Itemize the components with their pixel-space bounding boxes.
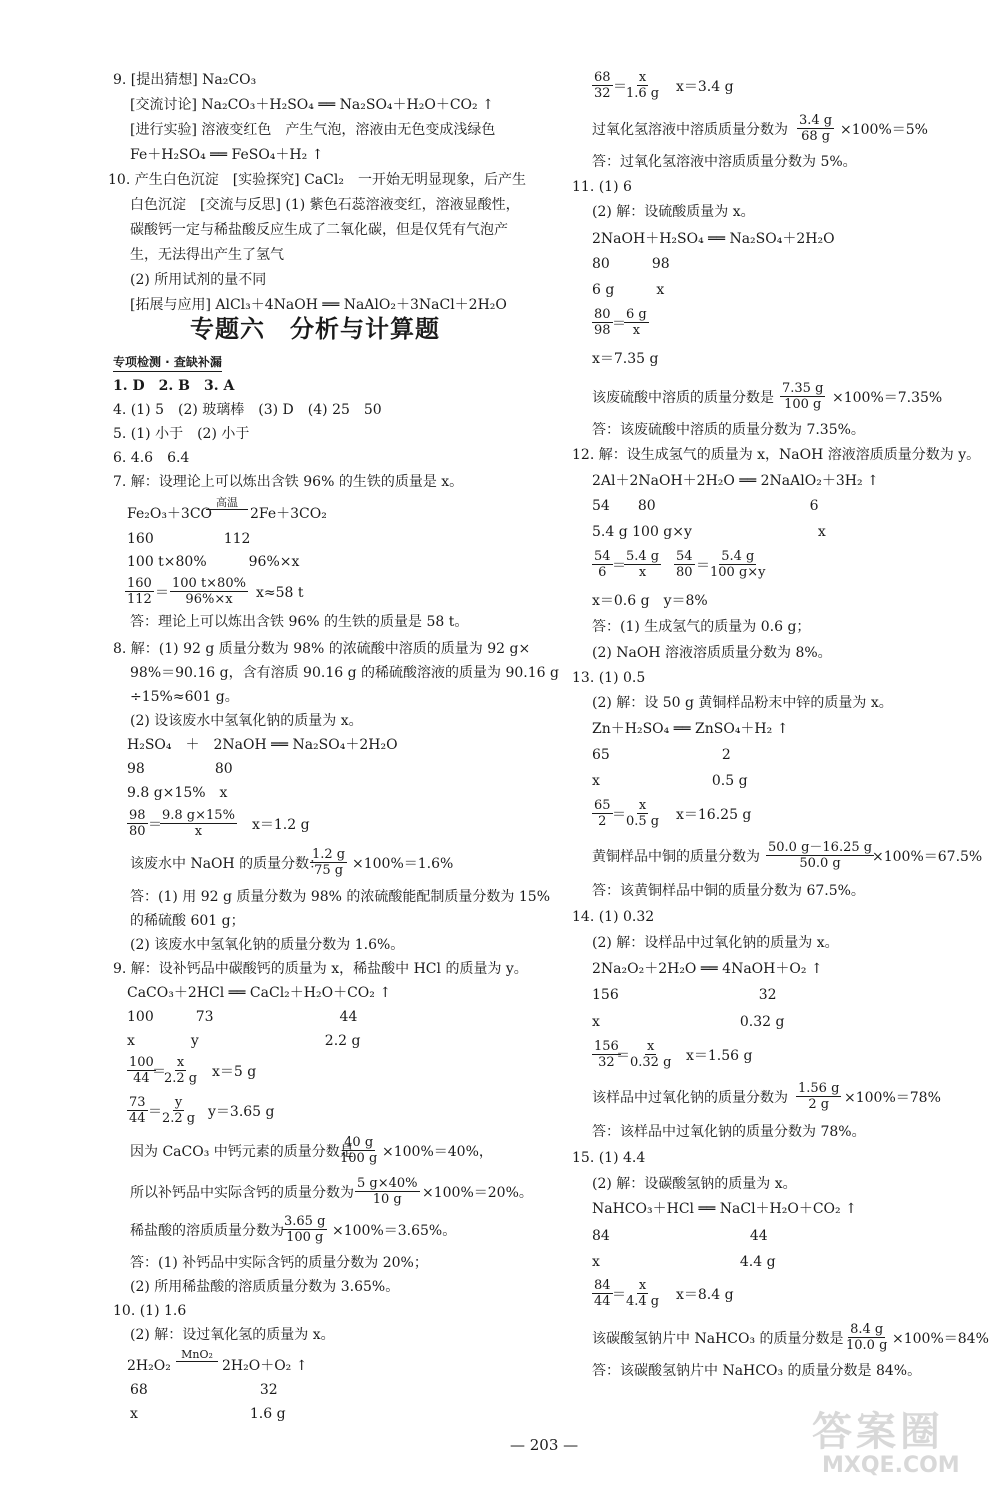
q12-result: x＝0.6 g y＝8% bbox=[592, 593, 708, 609]
q11-pct-pre: 该废硫酸中溶质的质量分数是 bbox=[592, 390, 774, 406]
q12-fraction-2a bbox=[674, 549, 695, 580]
q12-f1-num2: 5.4 g bbox=[626, 549, 660, 564]
q8-answer2: 的稀硫酸 601 g； bbox=[130, 913, 245, 929]
q15-fraction-b bbox=[624, 1278, 661, 1309]
answers-1-3: 1. D 2. B 3. A bbox=[113, 378, 235, 394]
q9b-fraction-2a bbox=[127, 1095, 148, 1126]
q12-f1-num: 54 bbox=[594, 549, 611, 564]
q12-f1-den2: x bbox=[638, 565, 647, 580]
q9b-real-post: ×100%＝20%。 bbox=[422, 1185, 533, 1201]
q14-line2: (2) 解：设样品中过氧化钠的质量为 x。 bbox=[592, 935, 839, 951]
q13-pct-den: 50.0 g bbox=[799, 856, 841, 871]
q8-line2: 98%＝90.16 g，含有溶质 90.16 g 的稀硫酸溶液的质量为 90.16 g bbox=[130, 665, 559, 681]
q7-ratio-row1: 160 112 bbox=[127, 531, 251, 547]
q11-f-num2: 6 g bbox=[626, 307, 647, 322]
q14-result: x＝1.56 g bbox=[686, 1048, 753, 1064]
q12-fraction-1b bbox=[624, 549, 661, 580]
q7-f1-den: 112 bbox=[127, 592, 152, 607]
q14-pct-post: ×100%＝78% bbox=[844, 1090, 941, 1106]
q9b-ca-pre: 因为 CaCO₃ 中钙元素的质量分数是 bbox=[130, 1144, 354, 1160]
q11-ratio-row1: 80 98 bbox=[592, 256, 670, 272]
q9b-f1-den2: 2.2 g bbox=[164, 1071, 198, 1086]
q14-answer: 答：该样品中过氧化钠的质量分数为 78%。 bbox=[592, 1124, 866, 1140]
q9b-hcl-post: ×100%＝3.65%。 bbox=[332, 1223, 457, 1239]
q12-f2-den: 80 bbox=[676, 565, 693, 580]
q9b-answer2: (2) 所用稀盐酸的溶质质量分数为 3.65%。 bbox=[130, 1279, 400, 1295]
q8-f1-den: 80 bbox=[129, 824, 146, 839]
q10c-f-num2: x bbox=[638, 70, 647, 85]
q15-pct-post: ×100%＝84% bbox=[892, 1331, 989, 1347]
q11-eq-sign: ＝ bbox=[612, 316, 626, 332]
q13-line2: (2) 解：设 50 g 黄铜样品粉末中锌的质量为 x。 bbox=[592, 695, 893, 711]
q8-result: x＝1.2 g bbox=[252, 817, 310, 833]
q12-fraction-2b bbox=[708, 549, 768, 580]
q13-f-num2: x bbox=[638, 798, 647, 813]
q10c-f-num: 68 bbox=[594, 70, 611, 85]
q7-eq-right: 2Fe＋3CO₂ bbox=[250, 506, 327, 522]
q14-line1: 14. (1) 0.32 bbox=[572, 909, 655, 925]
q14-f-num: 156 bbox=[594, 1039, 619, 1054]
q8-line3: ÷15%≈601 g。 bbox=[130, 689, 239, 705]
q9b-f2-den2: 2.2 g bbox=[162, 1111, 196, 1126]
q10-line6: [拓展与应用] AlCl₃＋4NaOH ══ NaAlO₂＋3NaCl＋2H₂O bbox=[130, 297, 507, 313]
page-number: — 203 — bbox=[510, 1436, 579, 1454]
q9b-ratio-row1: 100 73 44 bbox=[127, 1009, 358, 1025]
q12-setup: 12. 解：设生成氢气的质量为 x，NaOH 溶液溶质质量分数为 y。 bbox=[572, 447, 981, 463]
q13-fraction-b bbox=[624, 798, 661, 829]
q10b-line1: 10. (1) 1.6 bbox=[113, 1303, 187, 1319]
q14-ratio-row2: x 0.32 g bbox=[592, 1014, 785, 1030]
q13-f-den: 2 bbox=[598, 814, 607, 829]
q11-ratio-row2: 6 g x bbox=[592, 282, 665, 298]
q10b-ratio-row1: 68 32 bbox=[130, 1382, 278, 1398]
q8-f2-den: x bbox=[194, 824, 203, 839]
q13-equation: Zn＋H₂SO₄ ══ ZnSO₄＋H₂ ↑ bbox=[592, 721, 789, 737]
q13-line1: 13. (1) 0.5 bbox=[572, 670, 646, 686]
q15-pct-pre: 该碳酸氢钠片中 NaHCO₃ 的质量分数是 bbox=[592, 1331, 844, 1347]
q10c-pct-den: 68 g bbox=[801, 129, 831, 144]
q12-ratio-row2: 5.4 g 100 g×y x bbox=[592, 524, 826, 540]
q7-condition-text: 高温 bbox=[216, 496, 238, 509]
q10-line5: (2) 所用试剂的量不同 bbox=[130, 272, 267, 288]
q9b-real-num: 5 g×40% bbox=[357, 1176, 418, 1191]
q9-hypothesis: 9. [提出猜想] Na₂CO₃ bbox=[113, 72, 257, 88]
q7-ratio-row2: 100 t×80% 96%×x bbox=[127, 554, 300, 570]
q11-fraction-a bbox=[592, 307, 613, 338]
q11-f-den: 98 bbox=[594, 323, 611, 338]
q12-answer2: (2) NaOH 溶液溶质质量分数为 8%。 bbox=[592, 645, 832, 661]
q10c-f-den: 32 bbox=[594, 86, 611, 101]
q9b-f2-den: 44 bbox=[129, 1111, 146, 1126]
q10b-condition-bar bbox=[176, 1361, 218, 1362]
q10c-result: x＝3.4 g bbox=[676, 79, 734, 95]
q14-pct-num: 1.56 g bbox=[798, 1081, 840, 1096]
q9-experiment: [进行实验] 溶液变红色 产生气泡，溶液由无色变成浅绿色 bbox=[130, 122, 496, 138]
q12-f2-num2: 5.4 g bbox=[721, 549, 755, 564]
q8-pct-den: 75 g bbox=[314, 863, 344, 878]
q8-eq-sign: ＝ bbox=[148, 817, 162, 833]
q13-ratio-row1: 65 2 bbox=[592, 747, 731, 763]
q11-fraction-b bbox=[624, 307, 649, 338]
q10c-pct-num: 3.4 g bbox=[799, 113, 833, 128]
q10b-condition-text: MnO₂ bbox=[181, 1348, 213, 1361]
q15-answer: 答：该碳酸氢钠片中 NaHCO₃ 的质量分数是 84%。 bbox=[592, 1363, 922, 1379]
q15-pct-num: 8.4 g bbox=[850, 1322, 884, 1337]
q10c-fraction-b bbox=[624, 70, 661, 101]
q8-equation: H₂SO₄ ＋ 2NaOH ══ Na₂SO₄＋2H₂O bbox=[127, 737, 398, 753]
q8-pct-fraction bbox=[310, 847, 347, 878]
q13-ratio-row2: x 0.5 g bbox=[592, 773, 748, 789]
q15-line1: 15. (1) 4.4 bbox=[572, 1150, 646, 1166]
q11-line1: 11. (1) 6 bbox=[572, 179, 632, 195]
q14-eq-sign: ＝ bbox=[616, 1048, 630, 1064]
q13-pct-num: 50.0 g－16.25 g bbox=[768, 840, 873, 855]
q7-setup: 7. 解：设理论上可以炼出含铁 96% 的生铁的质量是 x。 bbox=[113, 474, 464, 490]
q7-f1-num: 160 bbox=[127, 576, 152, 591]
q8-pct-num: 1.2 g bbox=[312, 847, 346, 862]
q13-result: x＝16.25 g bbox=[676, 807, 752, 823]
watermark-logo bbox=[808, 1398, 998, 1493]
q11-pct-fraction bbox=[780, 381, 825, 412]
q12-ratio-row1: 54 80 6 bbox=[592, 498, 819, 514]
q8-line1: 8. 解：(1) 92 g 质量分数为 98% 的浓硫酸中溶质的质量为 92 g× bbox=[113, 641, 531, 657]
answer-4: 4. (1) 5 (2) 玻璃棒 (3) D (4) 25 50 bbox=[113, 402, 382, 418]
q9b-real-pre: 所以补钙品中实际含钙的质量分数为 bbox=[130, 1185, 354, 1201]
q13-f-num: 65 bbox=[594, 798, 611, 813]
q14-fraction-b bbox=[628, 1039, 673, 1070]
q11-pct-num: 7.35 g bbox=[782, 381, 824, 396]
q15-equation: NaHCO₃＋HCl ══ NaCl＋H₂O＋CO₂ ↑ bbox=[592, 1201, 857, 1217]
q10b-eq-left: 2H₂O₂ bbox=[127, 1358, 171, 1374]
q9b-fraction-2b bbox=[160, 1095, 197, 1126]
q9b-hcl-pre: 稀盐酸的溶质质量分数为 bbox=[130, 1223, 284, 1239]
q11-pct-post: ×100%＝7.35% bbox=[832, 390, 943, 406]
q9b-ca-den: 100 g bbox=[340, 1151, 378, 1166]
q11-pct-den: 100 g bbox=[784, 397, 822, 412]
q13-answer: 答：该黄铜样品中铜的质量分数为 67.5%。 bbox=[592, 883, 865, 899]
q7-f2-den: 96%×x bbox=[185, 592, 233, 607]
answer-6: 6. 4.6 6.4 bbox=[113, 450, 190, 466]
q15-f-den2: 4.4 g bbox=[626, 1294, 660, 1309]
q9b-result1: x＝5 g bbox=[212, 1064, 257, 1080]
q8-f1-num: 98 bbox=[129, 808, 146, 823]
q9b-eq-sign2: ＝ bbox=[148, 1104, 162, 1120]
q12-f2-num: 54 bbox=[676, 549, 693, 564]
q11-equation: 2NaOH＋H₂SO₄ ══ Na₂SO₄＋2H₂O bbox=[592, 231, 835, 247]
q13-eq-sign: ＝ bbox=[612, 807, 626, 823]
q11-f-num: 80 bbox=[594, 307, 611, 322]
q10c-pct-post: ×100%＝5% bbox=[840, 122, 928, 138]
q10c-pct-fraction bbox=[797, 113, 834, 144]
q9b-ca-num: 40 g bbox=[344, 1135, 374, 1150]
q15-fraction-a bbox=[592, 1278, 613, 1309]
q9b-f2-num: 73 bbox=[129, 1095, 146, 1110]
section-title: 专题六 分析与计算题 bbox=[190, 315, 440, 343]
q9b-f1-num: 100 bbox=[129, 1055, 154, 1070]
q7-condition-bar bbox=[206, 509, 248, 510]
q9b-eq-sign1: ＝ bbox=[152, 1064, 166, 1080]
q12-answer1: 答：(1) 生成氢气的质量为 0.6 g； bbox=[592, 619, 811, 635]
q14-f-num2: x bbox=[647, 1039, 655, 1054]
q14-f-den2: 0.32 g bbox=[630, 1055, 672, 1070]
q12-f1-den: 6 bbox=[598, 565, 607, 580]
q9b-ca-fraction bbox=[338, 1135, 379, 1166]
q11-line2: (2) 解：设硫酸质量为 x。 bbox=[592, 204, 755, 220]
q14-f-den: 32 bbox=[598, 1055, 615, 1070]
q10-line3: 碳酸钙一定与稀盐酸反应生成了二氧化碳，但是仅凭有气泡产 bbox=[130, 222, 508, 238]
q9b-real-den: 10 g bbox=[372, 1192, 402, 1207]
q10-line1: 10. 产生白色沉淀 [实验探究] CaCl₂ 一开始无明显现象，后产生 bbox=[108, 172, 526, 188]
q12-eq-sign1: ＝ bbox=[612, 558, 626, 574]
q9-discussion: [交流讨论] Na₂CO₃＋H₂SO₄ ══ Na₂SO₄＋H₂O＋CO₂ ↑ bbox=[130, 97, 494, 113]
q8-ratio-row2: 9.8 g×15% x bbox=[127, 785, 228, 801]
q9b-result2: y＝3.65 g bbox=[208, 1104, 275, 1120]
q7-condition bbox=[206, 497, 248, 510]
q15-f-den: 44 bbox=[594, 1294, 611, 1309]
section-subtitle: 专项检测 · 查缺补漏 bbox=[113, 353, 222, 372]
watermark-top: 答案圈 bbox=[812, 1409, 944, 1455]
q14-equation: 2Na₂O₂＋2H₂O ══ 4NaOH＋O₂ ↑ bbox=[592, 961, 823, 977]
q11-f-den2: x bbox=[632, 323, 641, 338]
q9b-hcl-den: 100 g bbox=[286, 1230, 324, 1245]
q8-pct-pre: 该废水中 NaOH 的质量分数： bbox=[130, 856, 324, 872]
q9b-ca-post: ×100%＝40%， bbox=[382, 1144, 493, 1160]
q15-result: x＝8.4 g bbox=[676, 1287, 734, 1303]
q7-result: x≈58 t bbox=[256, 585, 304, 601]
q12-eq-sign2: ＝ bbox=[696, 558, 710, 574]
q7-f2-num: 100 t×80% bbox=[172, 576, 246, 591]
q13-f-den2: 0.5 g bbox=[626, 814, 660, 829]
q9b-hcl-fraction bbox=[282, 1214, 327, 1245]
q9b-f1-den: 44 bbox=[133, 1071, 150, 1086]
q12-f2-den2: 100 g×y bbox=[710, 565, 766, 580]
q10b-ratio-row2: x 1.6 g bbox=[130, 1406, 286, 1422]
q9b-ratio-row2: x y 2.2 g bbox=[127, 1033, 361, 1049]
q7-fraction-1 bbox=[125, 576, 154, 607]
q8-f2-num: 9.8 g×15% bbox=[162, 808, 235, 823]
q15-eq-sign: ＝ bbox=[612, 1287, 626, 1303]
q8-pct-post: ×100%＝1.6% bbox=[352, 856, 454, 872]
q15-line2: (2) 解：设碳酸氢钠的质量为 x。 bbox=[592, 1176, 797, 1192]
q11-answer: 答：该废硫酸中溶质的质量分数为 7.35%。 bbox=[592, 422, 865, 438]
q9b-answer1: 答：(1) 补钙品中实际含钙的质量分数为 20%； bbox=[130, 1255, 428, 1271]
q10c-answer: 答：过氧化氢溶液中溶质质量分数为 5%。 bbox=[592, 154, 857, 170]
q9b-setup: 9. 解：设补钙品中碳酸钙的质量为 x，稀盐酸中 HCl 的质量为 y。 bbox=[113, 961, 528, 977]
q10b-line2: (2) 解：设过氧化氢的质量为 x。 bbox=[130, 1327, 335, 1343]
q9b-equation: CaCO₃＋2HCl ══ CaCl₂＋H₂O＋CO₂ ↑ bbox=[127, 985, 392, 1001]
q8-fraction-1 bbox=[127, 808, 148, 839]
q9-equation: Fe＋H₂SO₄ ══ FeSO₄＋H₂ ↑ bbox=[130, 147, 324, 163]
q8-answer3: (2) 该废水中氢氧化钠的质量分数为 1.6%。 bbox=[130, 937, 405, 953]
q13-pct-fraction bbox=[766, 840, 874, 871]
q9b-fraction-1b bbox=[162, 1055, 199, 1086]
q14-ratio-row1: 156 32 bbox=[592, 987, 777, 1003]
q8-line4: (2) 设该废水中氢氧化钠的质量为 x。 bbox=[130, 713, 363, 729]
q10-line2: 白色沉淀 [交流与反思] (1) 紫色石蕊溶液变红，溶液显酸性， bbox=[130, 197, 520, 213]
q9b-hcl-num: 3.65 g bbox=[284, 1214, 326, 1229]
q14-pct-pre: 该样品中过氧化钠的质量分数为 bbox=[592, 1090, 788, 1106]
q9b-real-fraction bbox=[355, 1176, 420, 1207]
q9b-f1-num2: x bbox=[176, 1055, 185, 1070]
q10b-eq-right: 2H₂O＋O₂ ↑ bbox=[222, 1358, 308, 1374]
q15-f-num2: x bbox=[638, 1278, 647, 1293]
q13-pct-pre: 黄铜样品中铜的质量分数为 bbox=[592, 849, 760, 865]
q13-fraction-a bbox=[592, 798, 613, 829]
q10c-f-den2: 1.6 g bbox=[626, 86, 660, 101]
q10c-pct-pre: 过氧化氢溶液中溶质质量分数为 bbox=[592, 122, 788, 138]
q11-result: x＝7.35 g bbox=[592, 351, 659, 367]
q10b-condition bbox=[176, 1349, 218, 1362]
q10c-fraction-a bbox=[592, 70, 613, 101]
q15-ratio-row1: 84 44 bbox=[592, 1228, 768, 1244]
q10c-eq-sign: ＝ bbox=[613, 79, 627, 95]
q12-equation: 2Al＋2NaOH＋2H₂O ══ 2NaAlO₂＋3H₂ ↑ bbox=[592, 473, 879, 489]
q12-fraction-1a bbox=[592, 549, 613, 580]
q8-fraction-2 bbox=[160, 808, 237, 839]
q14-pct-den: 2 g bbox=[808, 1097, 830, 1112]
q10-line4: 生，无法得出产生了氢气 bbox=[130, 247, 284, 263]
q7-answer: 答：理论上可以炼出含铁 96% 的生铁的质量是 58 t。 bbox=[130, 614, 469, 630]
q9b-f2-num2: y bbox=[174, 1095, 183, 1110]
q8-ratio-row1: 98 80 bbox=[127, 761, 233, 777]
q7-fraction-2 bbox=[170, 576, 248, 607]
answer-5: 5. (1) 小于 (2) 小于 bbox=[113, 426, 250, 442]
q13-pct-post: ×100%＝67.5% bbox=[872, 849, 983, 865]
watermark-bottom: MXQE.COM bbox=[822, 1453, 960, 1478]
q15-ratio-row2: x 4.4 g bbox=[592, 1254, 776, 1270]
q7-eq-left: Fe₂O₃＋3CO bbox=[127, 506, 213, 522]
q15-f-num: 84 bbox=[594, 1278, 611, 1293]
q7-eq-sign: ＝ bbox=[155, 585, 169, 601]
q15-pct-den: 10.0 g bbox=[846, 1338, 888, 1353]
q8-answer1: 答：(1) 用 92 g 质量分数为 98% 的浓硫酸能配制质量分数为 15% bbox=[130, 889, 550, 905]
q15-pct-fraction bbox=[844, 1322, 889, 1353]
q14-pct-fraction bbox=[796, 1081, 841, 1112]
